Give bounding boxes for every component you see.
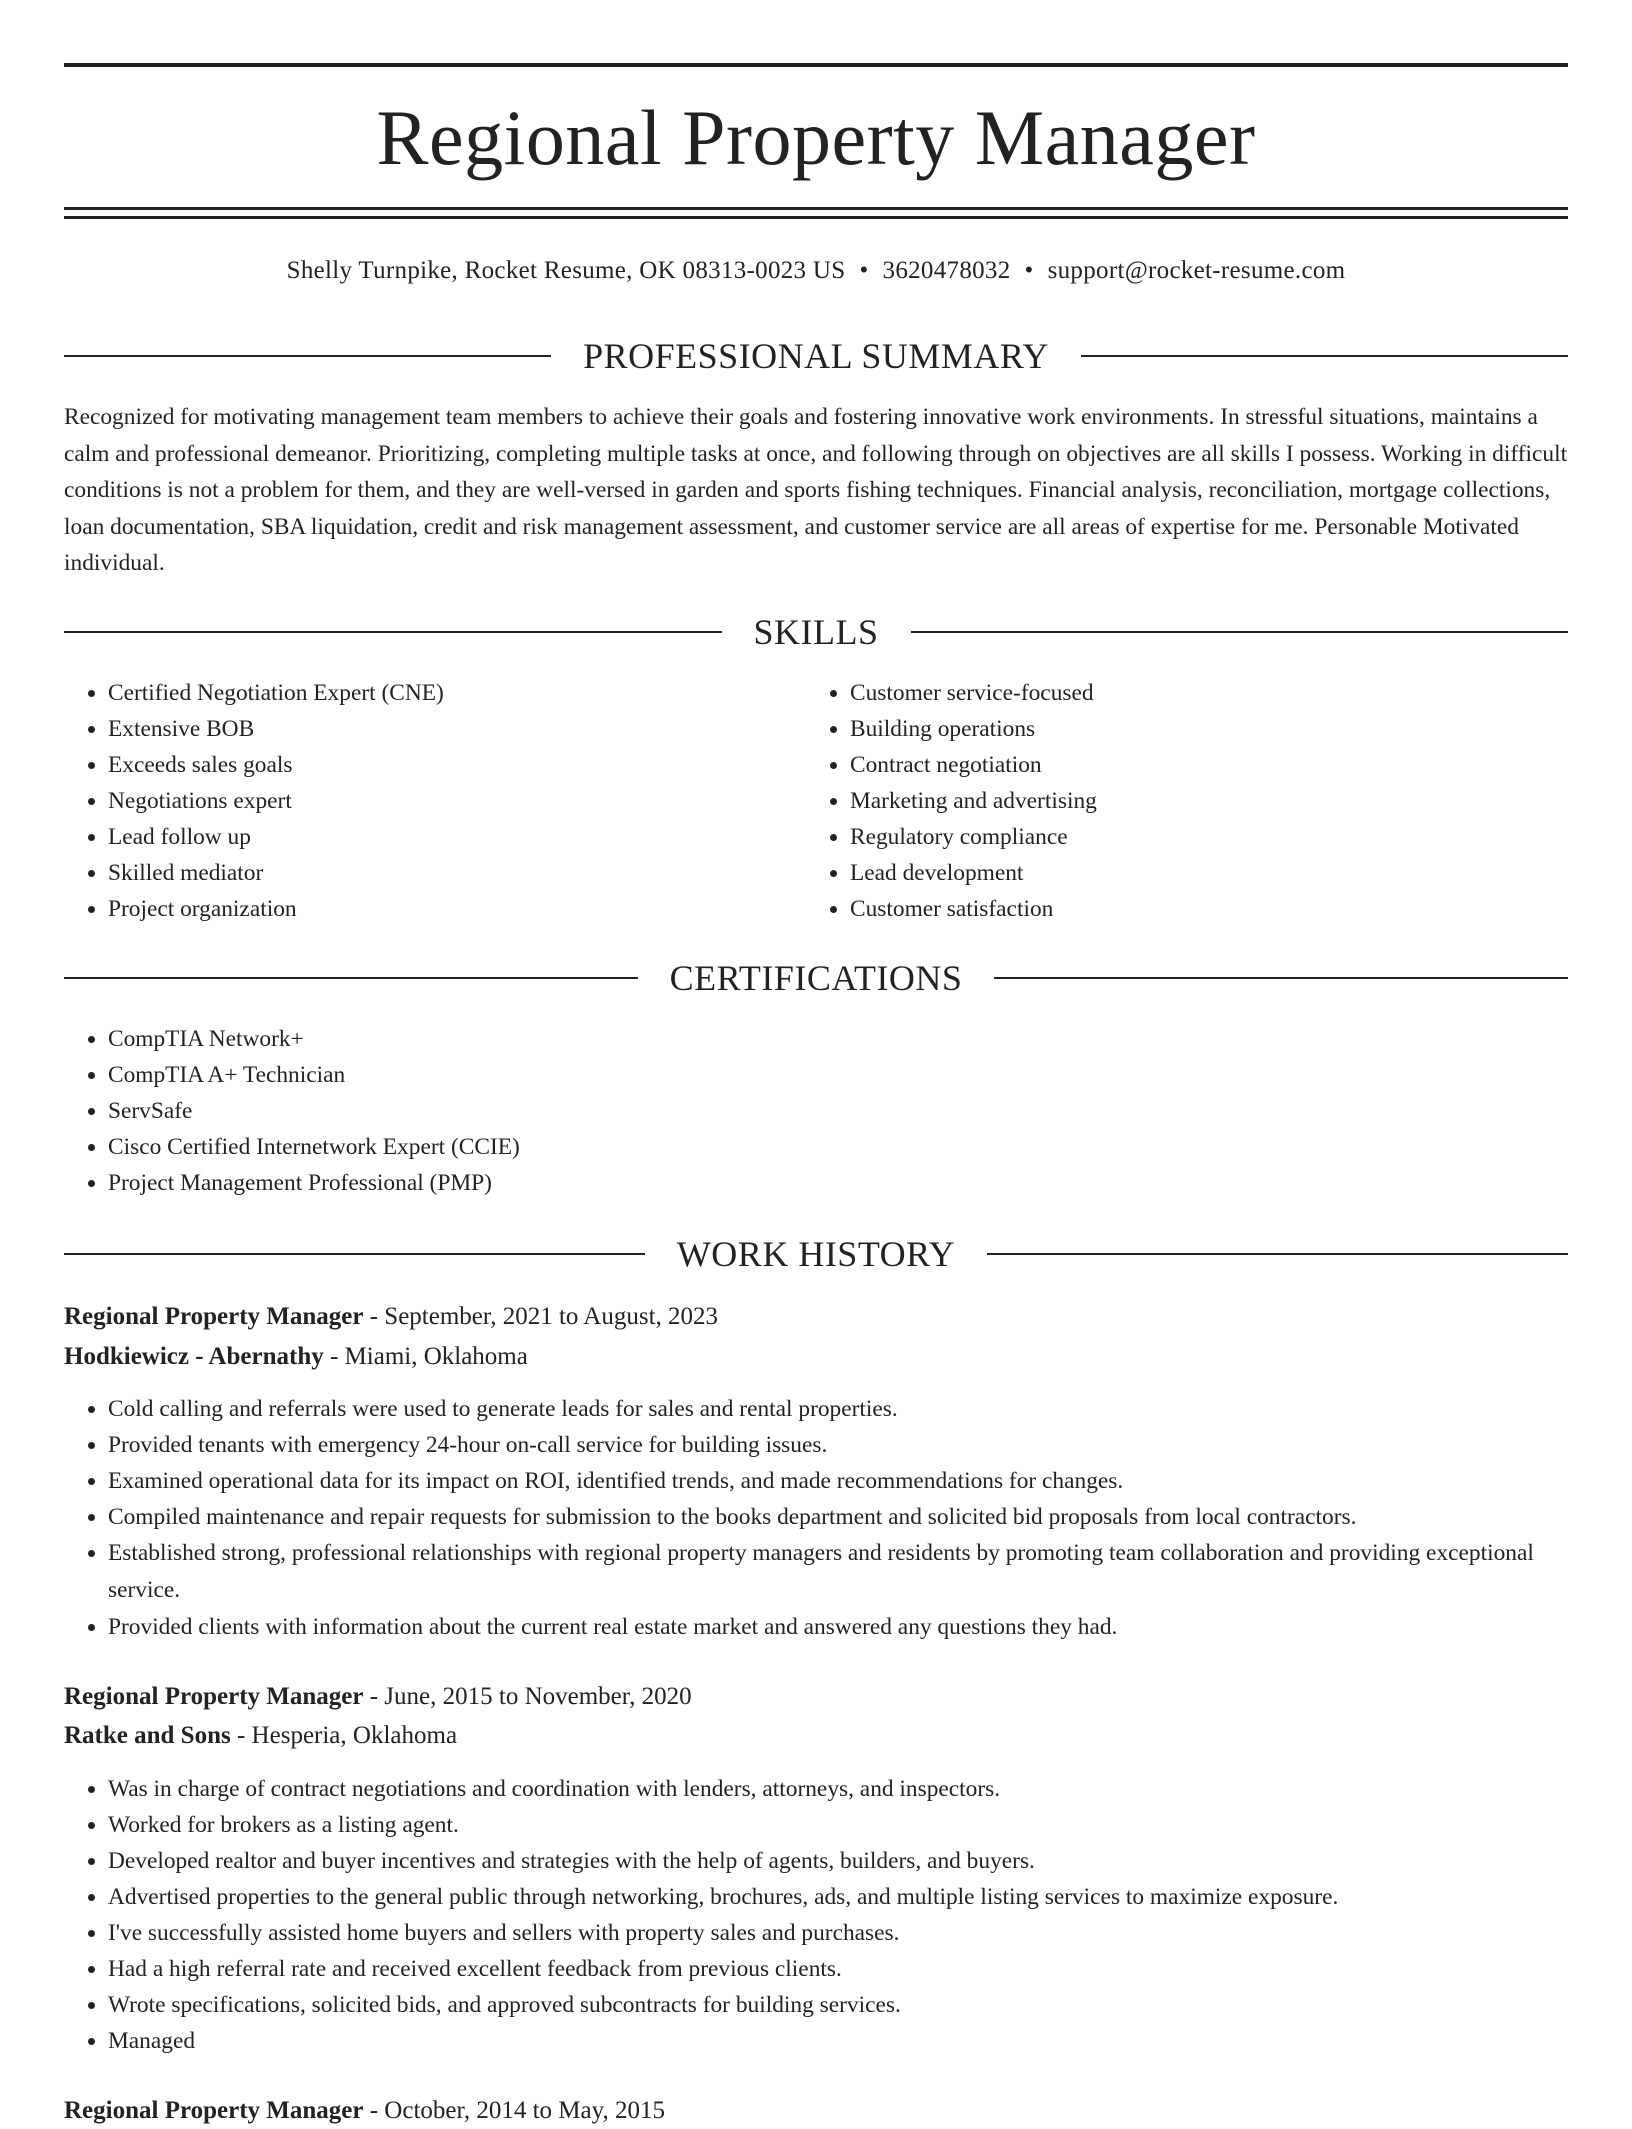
- skill-item: • Certified Negotiation Expert (CNE): [108, 675, 808, 711]
- heading-rule-right: [994, 977, 1568, 979]
- job-title-line: [64, 1679, 1568, 1715]
- contact-separator: •: [859, 257, 869, 284]
- job-bullet: • Worked for brokers as a listing agent.: [108, 1807, 1568, 1843]
- job-bullet: • Wrote specifications, solicited bids, and approved subcontracts for building services.: [108, 1987, 1568, 2023]
- certifications-list: [64, 1021, 1508, 1201]
- job-title: Regional Property Manager: [64, 2097, 364, 2124]
- skill-item: • Customer satisfaction: [850, 891, 1550, 927]
- job-dates: - October, 2014 to May, 2015: [363, 2097, 665, 2124]
- resume-title: Regional Property Manager: [376, 94, 1256, 181]
- certifications-heading: [64, 956, 1568, 1000]
- job-bullets: [64, 1771, 1568, 2059]
- summary-heading-label: PROFESSIONAL SUMMARY: [583, 336, 1049, 376]
- job-bullet: • Examined operational data for its impact on ROI, identified trends, and made recommendations for changes.: [108, 1463, 1568, 1499]
- skill-item: • Extensive BOB: [108, 711, 808, 747]
- work-history-heading: [64, 1232, 1568, 1276]
- certification-item: • CompTIA A+ Technician: [108, 1057, 1508, 1093]
- heading-rule-right: [911, 631, 1569, 633]
- job-dates: - September, 2021 to August, 2023: [363, 1303, 719, 1330]
- job-bullet: • Compiled maintenance and repair requests for submission to the books department and solicited bid proposals from local contractors.: [108, 1499, 1568, 1535]
- job-company: Ratke and Sons: [64, 1722, 231, 1749]
- contact-line: [64, 253, 1568, 289]
- title-rule-upper: [64, 207, 1568, 210]
- job-bullet: • Cold calling and referrals were used to generate leads for sales and rental properties.: [108, 1391, 1568, 1427]
- skills-heading-label: SKILLS: [753, 612, 879, 652]
- contact-separator: •: [1024, 257, 1034, 284]
- job-bullet: • Provided tenants with emergency 24-hour on-call service for building issues.: [108, 1427, 1568, 1463]
- job-bullet: • I've successfully assisted home buyers and sellers with property sales and purchases.: [108, 1915, 1568, 1951]
- skill-item: • Customer service-focused: [850, 675, 1550, 711]
- certification-item: • Cisco Certified Internetwork Expert (CCIE): [108, 1129, 1508, 1165]
- heading-rule-left: [64, 1253, 645, 1255]
- heading-rule-left: [64, 355, 551, 357]
- certification-item: • ServSafe: [108, 1093, 1508, 1129]
- job-company: Hodkiewicz - Abernathy: [64, 1343, 324, 1370]
- job-bullet: • Provided clients with information about the current real estate market and answered any questions they had.: [108, 1609, 1568, 1645]
- skill-item: • Lead development: [850, 855, 1550, 891]
- skill-item: • Project organization: [108, 891, 808, 927]
- heading-rule-left: [64, 977, 638, 979]
- summary-heading: [64, 334, 1568, 378]
- job-company-line: [64, 1339, 1568, 1375]
- certification-item: • Project Management Professional (PMP): [108, 1165, 1508, 1201]
- job-location: - Miami, Oklahoma: [323, 1343, 528, 1370]
- skills-list-right: [806, 675, 1550, 927]
- heading-rule-right: [987, 1253, 1568, 1255]
- skill-item: • Building operations: [850, 711, 1550, 747]
- skills-list-left: [64, 675, 808, 927]
- certifications-heading-label: CERTIFICATIONS: [669, 958, 963, 998]
- skill-item: • Lead follow up: [108, 819, 808, 855]
- contact-address: Shelly Turnpike, Rocket Resume, OK 08313-0023 US: [286, 257, 846, 284]
- job-bullet: • Established strong, professional relationships with regional property managers and residents by promoting team collaboration and providing exceptional service.: [108, 1535, 1568, 1609]
- job-location: - Hesperia, Oklahoma: [230, 1722, 458, 1749]
- work-history-heading-label: WORK HISTORY: [676, 1234, 956, 1274]
- skill-item: • Marketing and advertising: [850, 783, 1550, 819]
- skill-item: • Regulatory compliance: [850, 819, 1550, 855]
- skills-heading: [64, 610, 1568, 654]
- job-title-line: [64, 1299, 1568, 1335]
- skill-item: • Contract negotiation: [850, 747, 1550, 783]
- job-bullet: • Advertised properties to the general public through networking, brochures, ads, and multiple listing services to maximize exposure.: [108, 1879, 1568, 1915]
- certification-item: • CompTIA Network+: [108, 1021, 1508, 1057]
- job-title: Regional Property Manager: [64, 1303, 364, 1330]
- job-dates: - June, 2015 to November, 2020: [363, 1683, 692, 1710]
- skill-item: • Negotiations expert: [108, 783, 808, 819]
- skill-item: • Exceeds sales goals: [108, 747, 808, 783]
- job-bullet: • Managed: [108, 2023, 1568, 2059]
- job-company-line: [64, 1718, 1568, 1754]
- top-rule: [64, 63, 1568, 67]
- heading-rule-right: [1081, 355, 1568, 357]
- job-bullet: • Was in charge of contract negotiations and coordination with lenders, attorneys, and inspectors.: [108, 1771, 1568, 1807]
- job-title: Regional Property Manager: [64, 1683, 364, 1710]
- contact-phone: 3620478032: [882, 257, 1011, 284]
- heading-rule-left: [64, 631, 722, 633]
- job-bullet: • Had a high referral rate and received excellent feedback from previous clients.: [108, 1951, 1568, 1987]
- contact-email: support@rocket-resume.com: [1047, 257, 1346, 284]
- job-bullet: • Developed realtor and buyer incentives and strategies with the help of agents, builders, and buyers.: [108, 1843, 1568, 1879]
- title-rule-lower: [64, 216, 1568, 219]
- skill-item: • Skilled mediator: [108, 855, 808, 891]
- job-title-line: [64, 2093, 1568, 2129]
- summary-text: Recognized for motivating management team members to achieve their goals and fostering innovative work environments. In stressful situations, maintains a calm and professional demeanor. Prioritizing, completing multiple tasks at once, and following through on objectives are all skills I possess. Working in difficult conditions is not a problem for them, and they are well-versed in garden and sports fishing techniques. Financial analysis, reconciliation, mortgage collections, loan documentation, SBA liquidation, credit and risk management assessment, and customer service are all areas of expertise for me. Personable Motivated individual.: [64, 404, 1568, 576]
- job-bullets: [64, 1391, 1568, 1645]
